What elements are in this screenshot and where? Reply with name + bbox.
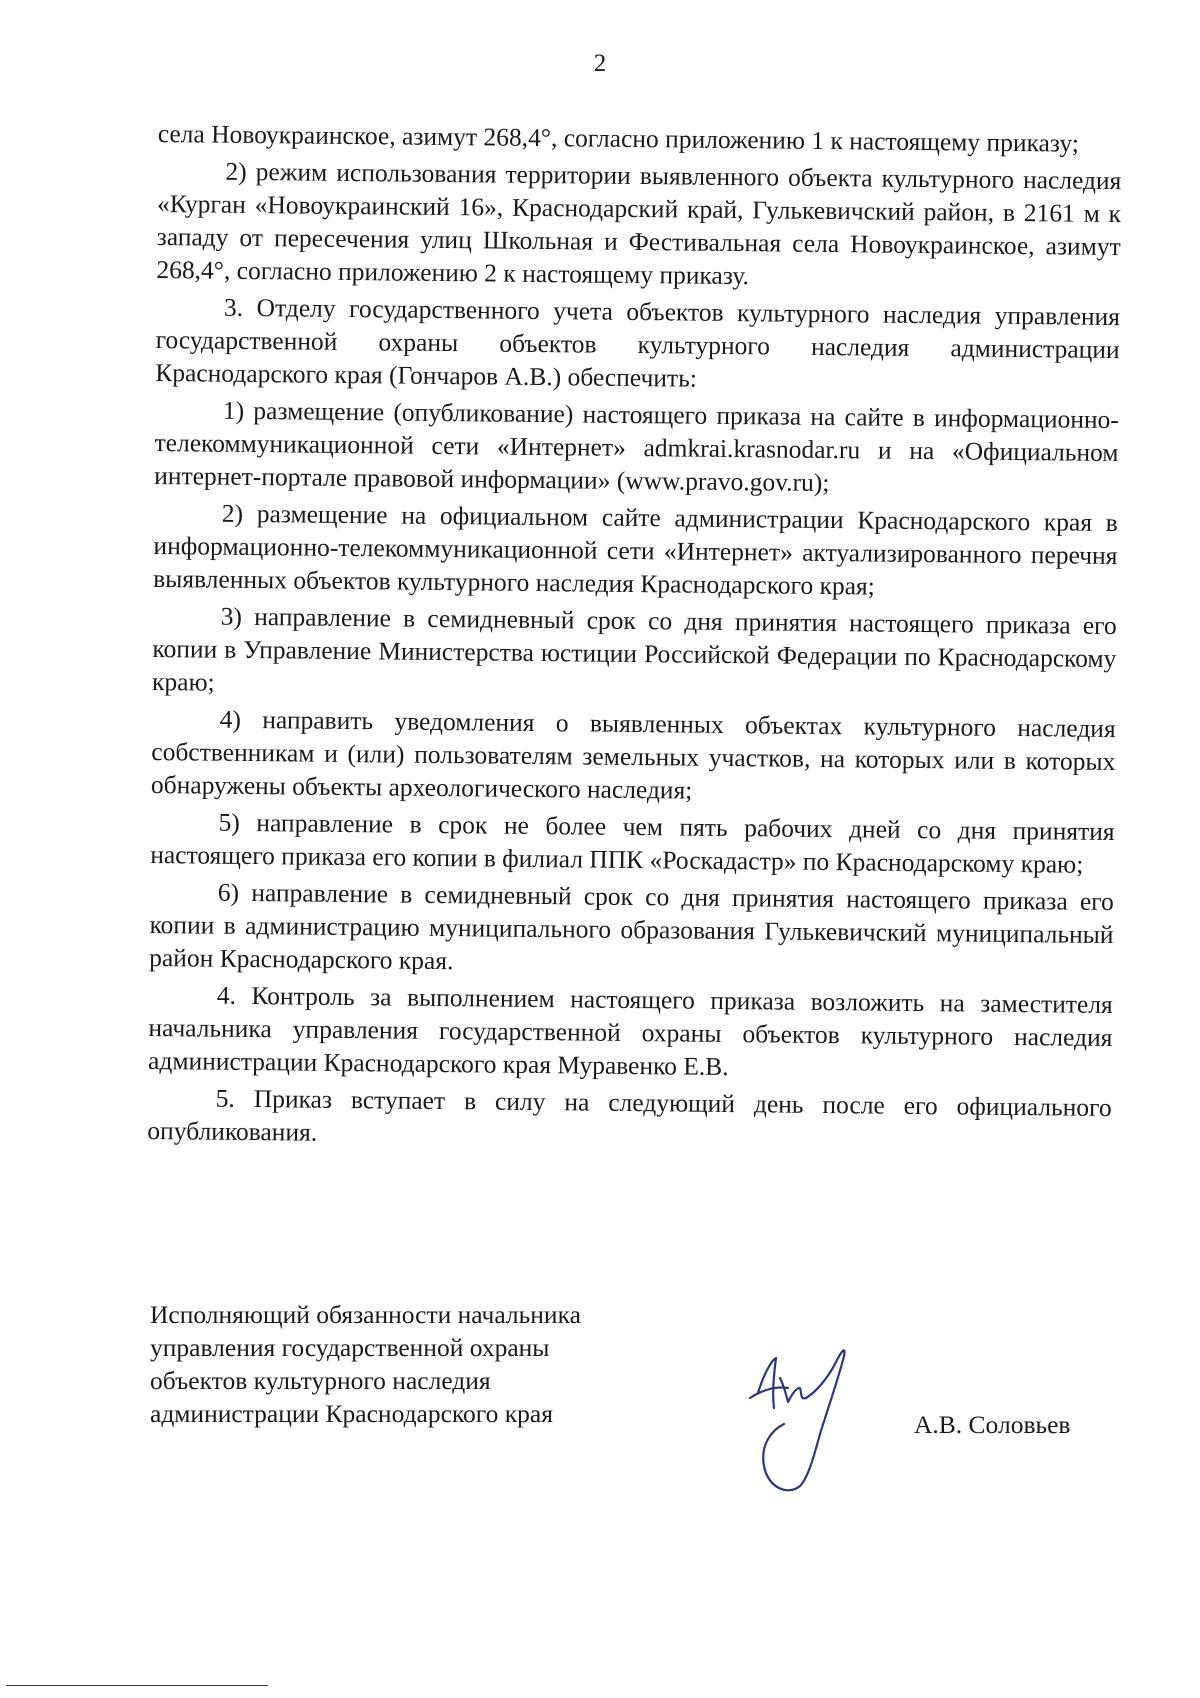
- signatory-position: [150, 1298, 670, 1430]
- paragraph-3-2-website-placement: 2) размещение на официальном сайте администрации Краснодарского края в информационно-телекоммуникационной сети «Интернет» актуализированного перечня выявленных объектов культурного наследия Краснодарского края;: [153, 498, 1118, 601]
- paragraph-3-5-roskadastr-copy: 5) направление в срок не более чем пять рабочих дней со дня принятия настоящего приказа его копии в филиал ППК «Роскадастр» по Краснодарскому краю;: [150, 807, 1115, 879]
- document-body: [147, 117, 1122, 1161]
- paragraph-continuation: села Новоукраинское, азимут 268,4°, согласно приложению 1 к настоящему приказу;: [157, 118, 1080, 158]
- signatory-name: А.В. Соловьев: [914, 1410, 1071, 1439]
- signatory-position-line: администрации Краснодарского края: [150, 1399, 553, 1428]
- paragraph-4-control: 4. Контроль за выполнением настоящего приказа возложить на заместителя начальника управления государственной охраны объектов культурного наследия администрации Краснодарского края Муравенко Е.В.: [147, 980, 1113, 1082]
- signature-block: [150, 1298, 1150, 1498]
- paragraph-5-effective-date: 5. Приказ вступает в силу на следующий день после его официального опубликования.: [147, 1083, 1112, 1147]
- paragraph-item-2-regime: 2) режим использования территории выявленного объекта культурного наследия «Курган «Новоукраинский 16», Краснодарский край, Гулькевичский район, в 2161 м к западу от пересечения улиц Школьная и Фестивальная села Новоукраинское, азимут 268,4°, согласно приложению 2 к настоящему приказу.: [156, 156, 1122, 291]
- footer-divider: [6, 1685, 268, 1686]
- page-number: 2: [593, 50, 607, 77]
- paragraph-3-1-publication: 1) размещение (опубликование) настоящего приказа на сайте в информационно-телекоммуникационной сети «Интернет» admkrai.krasnodar.ru и на «Официальном интернет-портале правовой информации» (www.pravo.gov.ru);: [154, 395, 1120, 498]
- paragraph-3-department-order: 3. Отделу государственного учета объектов культурного наследия управления государственной охраны объектов культурного наследия администрации Краснодарского края (Гончаров А.В.) обеспечить:: [155, 292, 1121, 393]
- signatory-position-line: Исполняющий обязанности начальника: [150, 1300, 581, 1329]
- paragraph-3-4-notifications: 4) направить уведомления о выявленных объектах культурного наследия собственникам и (или) пользователям земельных участков, на которых или в которых обнаружены объекты археологического наследия;: [150, 704, 1116, 805]
- paragraph-3-6-municipal-copy: 6) направление в семидневный срок со дня принятия настоящего приказа его копии в администрацию муниципального образования Гулькевичский муниципальный район Краснодарского края.: [149, 877, 1114, 976]
- signatory-position-line: объектов культурного наследия: [150, 1366, 491, 1395]
- signatory-position-line: управления государственной охраны: [150, 1333, 550, 1362]
- handwritten-signature: [728, 1338, 888, 1498]
- paragraph-3-3-ministry-copy: 3) направление в семидневный срок со дня принятия настоящего приказа его копии в Управление Министерства юстиции Российской Федерации по Краснодарскому краю;: [151, 601, 1117, 697]
